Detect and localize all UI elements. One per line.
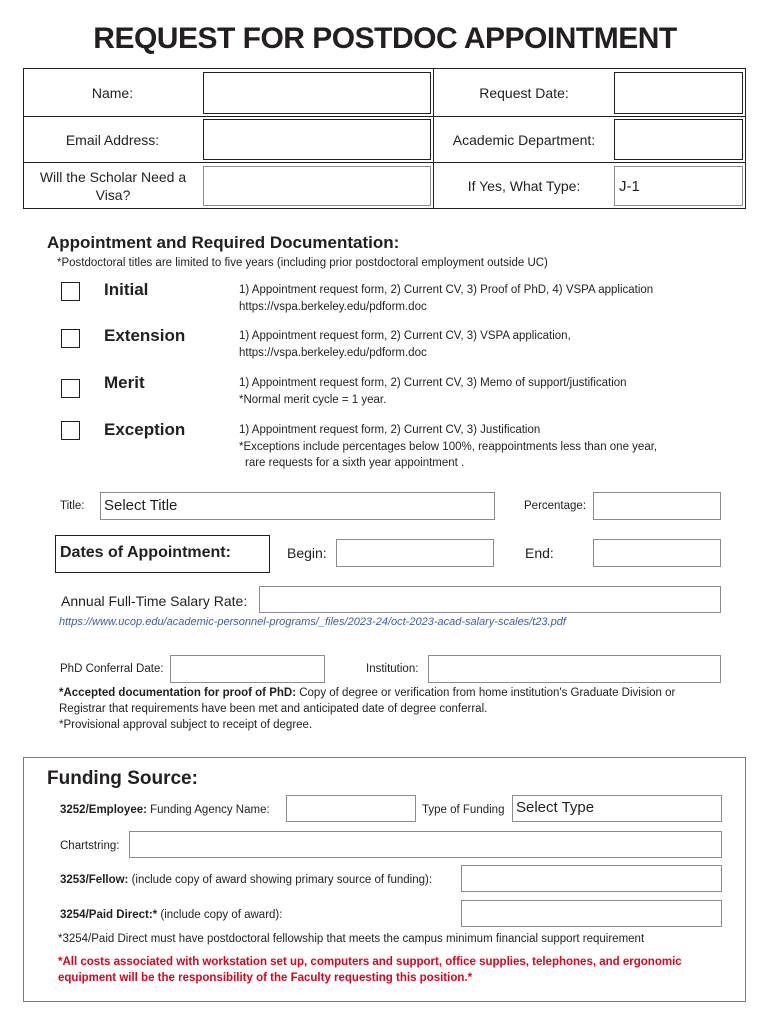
- phd-note-line3: *Provisional approval subject to receipt of degree.: [59, 719, 313, 731]
- funding-type-select[interactable]: Select Type: [512, 795, 722, 822]
- salary-scale-link[interactable]: https://www.ucop.edu/academic-personnel-programs/_files/2023-24/oct-2023-acad-salary-scales/t23.pdf: [59, 616, 566, 628]
- initial-requirements: 1) Appointment request form, 2) Current CV, 3) Proof of PhD, 4) VSPA application: [239, 284, 654, 296]
- fellow-bold: 3253/Fellow:: [60, 874, 129, 886]
- title-label: Title:: [60, 500, 85, 512]
- paid-rest: (include copy of award):: [157, 909, 283, 921]
- chartstring-field[interactable]: [129, 831, 722, 858]
- phd-documentation-note: [59, 687, 675, 699]
- institution-label: Institution:: [366, 663, 419, 675]
- paid-direct-note: *3254/Paid Direct must have postdoctoral fellowship that meets the campus minimum financial support requirement: [58, 933, 645, 945]
- visa-field[interactable]: [203, 166, 431, 206]
- exception-note-1: *Exceptions include percentages below 100%, reappointments less than one year,: [239, 441, 658, 453]
- fellow-field[interactable]: [461, 865, 722, 892]
- extension-link: https://vspa.berkeley.edu/pdform.doc: [239, 347, 427, 359]
- dept-label: Academic Department:: [452, 131, 596, 148]
- salary-label: Annual Full-Time Salary Rate:: [61, 593, 248, 609]
- costs-warning-line2: equipment will be the responsibility of the Faculty requesting this position.*: [58, 972, 473, 984]
- email-label: Email Address:: [65, 131, 160, 148]
- exception-note-2: rare requests for a sixth year appointment .: [245, 457, 465, 469]
- percentage-field[interactable]: [593, 492, 721, 520]
- percentage-label: Percentage:: [524, 500, 587, 512]
- merit-note: *Normal merit cycle = 1 year.: [239, 394, 387, 406]
- funding-heading: Funding Source:: [47, 768, 198, 789]
- page-title: REQUEST FOR POSTDOC APPOINTMENT: [93, 22, 677, 55]
- phd-conferral-field[interactable]: [170, 655, 325, 683]
- request-date-field[interactable]: [614, 72, 743, 114]
- exception-label: Exception: [104, 420, 186, 439]
- extension-requirements: 1) Appointment request form, 2) Current CV, 3) VSPA application,: [239, 330, 571, 342]
- email-field[interactable]: [203, 119, 431, 160]
- appointment-note: *Postdoctoral titles are limited to five years (including prior postdoctoral employment outside UC): [57, 257, 548, 269]
- salary-field[interactable]: [259, 586, 721, 613]
- exception-requirements: 1) Appointment request form, 2) Current CV, 3) Justification: [239, 424, 541, 436]
- dates-heading: Dates of Appointment:: [55, 535, 270, 573]
- funding-section: [23, 757, 746, 1002]
- dept-field[interactable]: [614, 119, 743, 160]
- end-label: End:: [525, 545, 554, 561]
- costs-warning-line1: *All costs associated with workstation set up, computers and support, office supplies, telephones, and ergonomic: [58, 956, 682, 968]
- phd-note-rest: Copy of degree or verification from home institution's Graduate Division or: [296, 687, 676, 699]
- fellow-label: [60, 874, 432, 886]
- merit-label: Merit: [104, 373, 145, 392]
- employee-bold: 3252/Employee:: [60, 804, 147, 816]
- institution-field[interactable]: [428, 655, 721, 683]
- title-select[interactable]: Select Title: [100, 492, 495, 520]
- phd-note-bold: *Accepted documentation for proof of PhD:: [59, 687, 297, 699]
- paid-bold: 3254/Paid Direct:*: [60, 909, 158, 921]
- end-field[interactable]: [593, 539, 721, 567]
- begin-label: Begin:: [287, 545, 327, 561]
- fellow-rest: (include copy of award showing primary source of funding):: [128, 874, 433, 886]
- applicant-info-table: [23, 68, 746, 209]
- initial-label: Initial: [104, 280, 149, 299]
- employee-rest: Funding Agency Name:: [146, 804, 270, 816]
- phd-conferral-label: PhD Conferral Date:: [60, 663, 164, 675]
- chartstring-label: Chartstring:: [60, 840, 120, 852]
- name-label: Name:: [91, 84, 134, 101]
- funding-agency-field[interactable]: [286, 795, 416, 822]
- extension-label: Extension: [104, 326, 186, 345]
- initial-checkbox[interactable]: [61, 282, 80, 301]
- exception-checkbox[interactable]: [61, 421, 80, 440]
- funding-type-label: Type of Funding: [422, 804, 505, 816]
- paid-direct-field[interactable]: [461, 900, 722, 927]
- phd-note-line2: Registrar that requirements have been met and anticipated date of degree conferral.: [59, 703, 488, 715]
- begin-field[interactable]: [336, 539, 494, 567]
- visa-label: Will the Scholar Need a Visa?: [39, 168, 187, 203]
- visa-type-field[interactable]: J-1: [614, 166, 743, 206]
- employee-label: [60, 804, 270, 816]
- paid-direct-label: [60, 909, 282, 921]
- name-field[interactable]: [203, 72, 431, 114]
- extension-checkbox[interactable]: [61, 329, 80, 348]
- appointment-heading: Appointment and Required Documentation:: [47, 233, 400, 252]
- merit-requirements: 1) Appointment request form, 2) Current CV, 3) Memo of support/justification: [239, 377, 627, 389]
- request-date-label: Request Date:: [479, 84, 569, 101]
- initial-link: https://vspa.berkeley.edu/pdform.doc: [239, 301, 427, 313]
- visa-type-label: If Yes, What Type:: [467, 177, 581, 194]
- merit-checkbox[interactable]: [61, 379, 80, 398]
